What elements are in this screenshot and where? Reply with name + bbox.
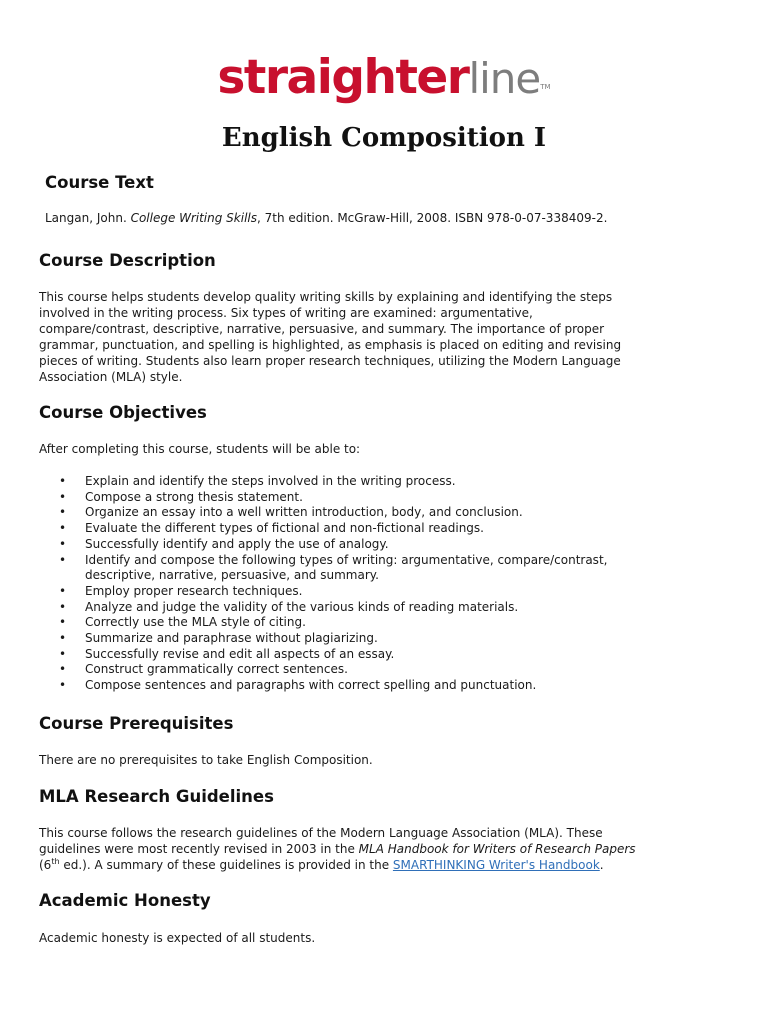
objective-item: [39, 662, 719, 678]
objective-text: Successfully revise and edit all aspects of an essay.: [85, 646, 395, 661]
course-description-text: [39, 289, 699, 385]
mla-edition-open: (6: [39, 858, 52, 872]
objective-item: [39, 505, 719, 521]
objective-text: Organize an essay into a well written introduction, body, and conclusion.: [85, 505, 523, 520]
objective-item: [39, 553, 719, 584]
smarthinking-handbook-link[interactable]: SMARTHINKING Writer's Handbook: [392, 858, 600, 872]
citation-details: , 7th edition. McGraw-Hill, 2008. ISBN 978-0-07-338409-2.: [256, 211, 608, 225]
objective-item: [39, 521, 719, 537]
bullet-marker: •: [59, 631, 67, 646]
bullet-marker: •: [59, 489, 67, 504]
objective-text: Successfully identify and apply the use of analogy.: [85, 536, 389, 551]
objective-text: Explain and identify the steps involved in the writing process.: [85, 474, 456, 488]
bullet-marker: •: [59, 474, 67, 488]
description-line: This course helps students develop quality writing skills by explaining and identifying the steps: [39, 290, 613, 304]
objective-text: Compose sentences and paragraphs with correct spelling and punctuation.: [85, 678, 537, 693]
description-line: grammar, punctuation, and spelling is highlighted, as emphasis is placed on editing and revising: [39, 338, 622, 352]
bullet-marker: •: [59, 552, 67, 567]
objective-text: Compose a strong thesis statement.: [85, 489, 303, 504]
citation-book-title: College Writing Skills: [130, 211, 257, 225]
objective-text: Identify and compose the following types of writing: argumentative, compare/contrast,: [85, 552, 608, 567]
bullet-marker: •: [59, 662, 67, 677]
mla-guidelines-text: [39, 825, 719, 873]
mla-guidelines-heading: MLA Research Guidelines: [39, 787, 274, 806]
objective-item: [39, 600, 719, 616]
mla-line: This course follows the research guidelines of the Modern Language Association (MLA). These: [39, 826, 603, 840]
objective-item: [39, 474, 719, 490]
course-text-citation: [45, 210, 705, 226]
bullet-marker: •: [59, 599, 67, 614]
objective-text: descriptive, narrative, persuasive, and summary.: [85, 568, 379, 583]
mla-line: [39, 857, 719, 873]
course-objectives-intro: After completing this course, students will be able to:: [39, 442, 361, 456]
mla-line-text: ed.). A summary of these guidelines is provided in the: [59, 858, 393, 872]
course-objectives-heading: Course Objectives: [39, 403, 207, 422]
mla-line-text: guidelines were most recently revised in 2003 in the: [39, 842, 359, 856]
mla-line: [39, 841, 719, 857]
objective-text: Employ proper research techniques.: [85, 583, 303, 598]
objective-item: [39, 490, 719, 506]
description-line: compare/contrast, descriptive, narrative, persuasive, and summary. The importance of proper: [39, 322, 605, 336]
objective-item: [39, 631, 719, 647]
objective-text: Summarize and paraphrase without plagiarizing.: [85, 631, 378, 646]
objective-item: [39, 647, 719, 663]
course-description-heading: Course Description: [39, 251, 216, 270]
course-text-heading: Course Text: [45, 173, 154, 192]
citation-author: Langan, John.: [45, 211, 131, 225]
course-objectives-list: [39, 474, 719, 694]
bullet-marker: •: [59, 521, 67, 536]
objective-text: Evaluate the different types of fictional and non-fictional readings.: [85, 521, 484, 536]
objective-item: [39, 678, 719, 694]
course-prerequisites-heading: Course Prerequisites: [39, 714, 234, 733]
objective-text: Analyze and judge the validity of the various kinds of reading materials.: [85, 599, 519, 614]
objective-item: [39, 615, 719, 631]
logo-wordmark-strong: straighter: [217, 50, 469, 105]
academic-honesty-heading: Academic Honesty: [39, 891, 211, 910]
bullet-marker: •: [59, 583, 67, 598]
description-line: Association (MLA) style.: [39, 370, 183, 384]
page-title: English Composition I: [221, 123, 547, 153]
objective-item: [39, 584, 719, 600]
bullet-marker: •: [59, 678, 67, 693]
bullet-marker: •: [59, 505, 67, 520]
description-line: involved in the writing process. Six types of writing are examined: argumentative,: [39, 306, 533, 320]
course-prerequisites-text: There are no prerequisites to take English Composition.: [39, 753, 373, 767]
objective-text: Correctly use the MLA style of citing.: [85, 615, 306, 630]
bullet-marker: •: [59, 615, 67, 630]
straighterline-logo: [0, 50, 768, 116]
description-line: pieces of writing. Students also learn proper research techniques, utilizing the Modern Language: [39, 354, 621, 368]
bullet-marker: •: [59, 536, 67, 551]
logo-wordmark-light: line: [468, 54, 541, 103]
objective-text: Construct grammatically correct sentences.: [85, 662, 348, 677]
objective-item: [39, 537, 719, 553]
mla-handbook-title: MLA Handbook for Writers of Research Papers: [358, 842, 636, 856]
bullet-marker: •: [59, 646, 67, 661]
academic-honesty-text: Academic honesty is expected of all students.: [39, 931, 316, 945]
mla-line-end: .: [599, 858, 604, 872]
logo-trademark: TM: [540, 83, 551, 91]
mla-edition-superscript: th: [51, 857, 60, 866]
